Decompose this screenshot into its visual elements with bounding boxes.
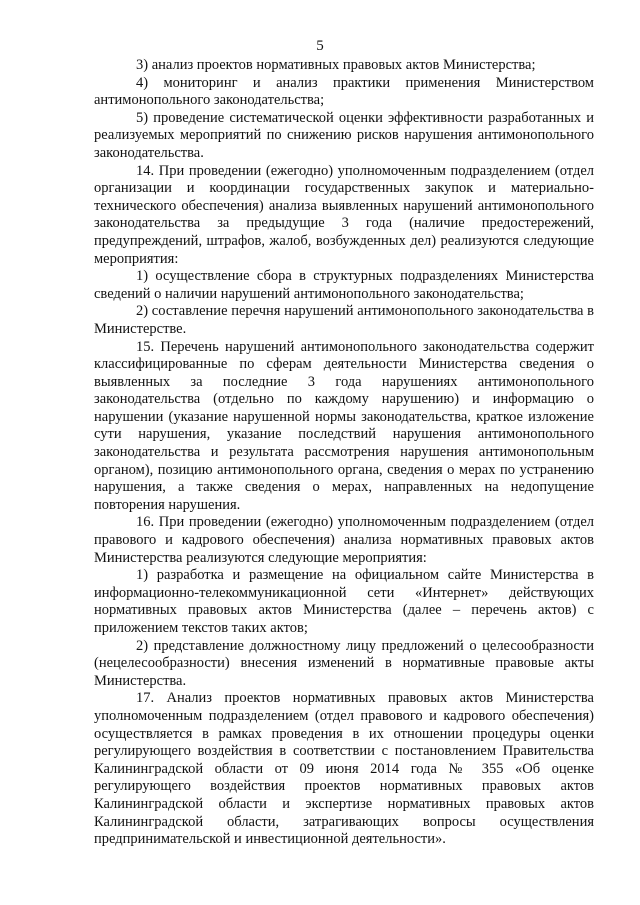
- clause-14-item-1: 1) осуществление сбора в структурных подразделениях Министерства сведений о наличии нарушений антимонопольного законодательства;: [94, 268, 594, 302]
- list-item-5-assessment: 5) проведение систематической оценки эффективности разработанных и реализуемых мероприятий по снижению рисков нарушения антимонопольного законодательства.: [94, 109, 594, 161]
- page-number: 5: [316, 38, 324, 54]
- clause-14: 14. При проведении (ежегодно) уполномоченным подразделением (отдел организации и координации государственных закупок и материально-технического обеспечения) анализа выявленных нарушений антимонопольного законодательства за предыдущие 3 года (наличие предостережений, предупреждений, штрафов, жалоб, возбужденных дел) реализуются следующие мероприятия:: [94, 162, 594, 267]
- clause-15: 15. Перечень нарушений антимонопольного законодательства содержит классифицированные по сферам деятельности Министерства сведения о выявленных за последние 3 года нарушениях антимонопольного законодательства (отдельно по каждому нарушению) и информацию о нарушении (указание нарушенной нормы законодательства, краткое изложение сути нарушения, указание последствий нарушения антимонопольного законодательства и результата рассмотрения нарушения антимонопольным органом), позицию антимонопольного органа, сведения о мерах по устранению нарушения, а также сведения о мерах, направленных на недопущение повторения нарушения.: [94, 338, 594, 513]
- clause-16-item-1: 1) разработка и размещение на официальном сайте Министерства в информационно-телекоммуникационной сети «Интернет» действующих нормативных правовых актов Министерства (далее – перечень актов) с приложением текстов таких актов;: [94, 567, 594, 636]
- document-body: [94, 57, 594, 849]
- list-item-3-analysis-projects: 3) анализ проектов нормативных правовых актов Министерства;: [136, 57, 536, 73]
- clause-16: 16. При проведении (ежегодно) уполномоченным подразделением (отдел правового и кадрового обеспечения) анализа нормативных правовых актов Министерства реализуются следующие мероприятия:: [94, 514, 594, 566]
- clause-17: 17. Анализ проектов нормативных правовых актов Министерства уполномоченным подразделением (отдел правового и кадрового обеспечения) осуществляется в рамках проведения в их отношении процедуры оценки регулирующего воздействия в соответствии с постановлением Правительства Калининградской области от 09 июня 2014 года № 355 «Об оценке регулирующего воздействия проектов нормативных правовых актов Калининградской области и экспертизе нормативных правовых актов Калининградской области, затрагивающих вопросы осуществления предпринимательской и инвестиционной деятельности».: [94, 690, 594, 848]
- clause-14-item-2: 2) составление перечня нарушений антимонопольного законодательства в Министерстве.: [94, 303, 594, 337]
- list-item-4-monitoring: 4) мониторинг и анализ практики применения Министерством антимонопольного законодательства;: [94, 74, 594, 109]
- clause-16-item-2: 2) представление должностному лицу предложений о целесообразности (нецелесообразности) внесения изменений в нормативные правовые акты Министерства.: [94, 637, 594, 689]
